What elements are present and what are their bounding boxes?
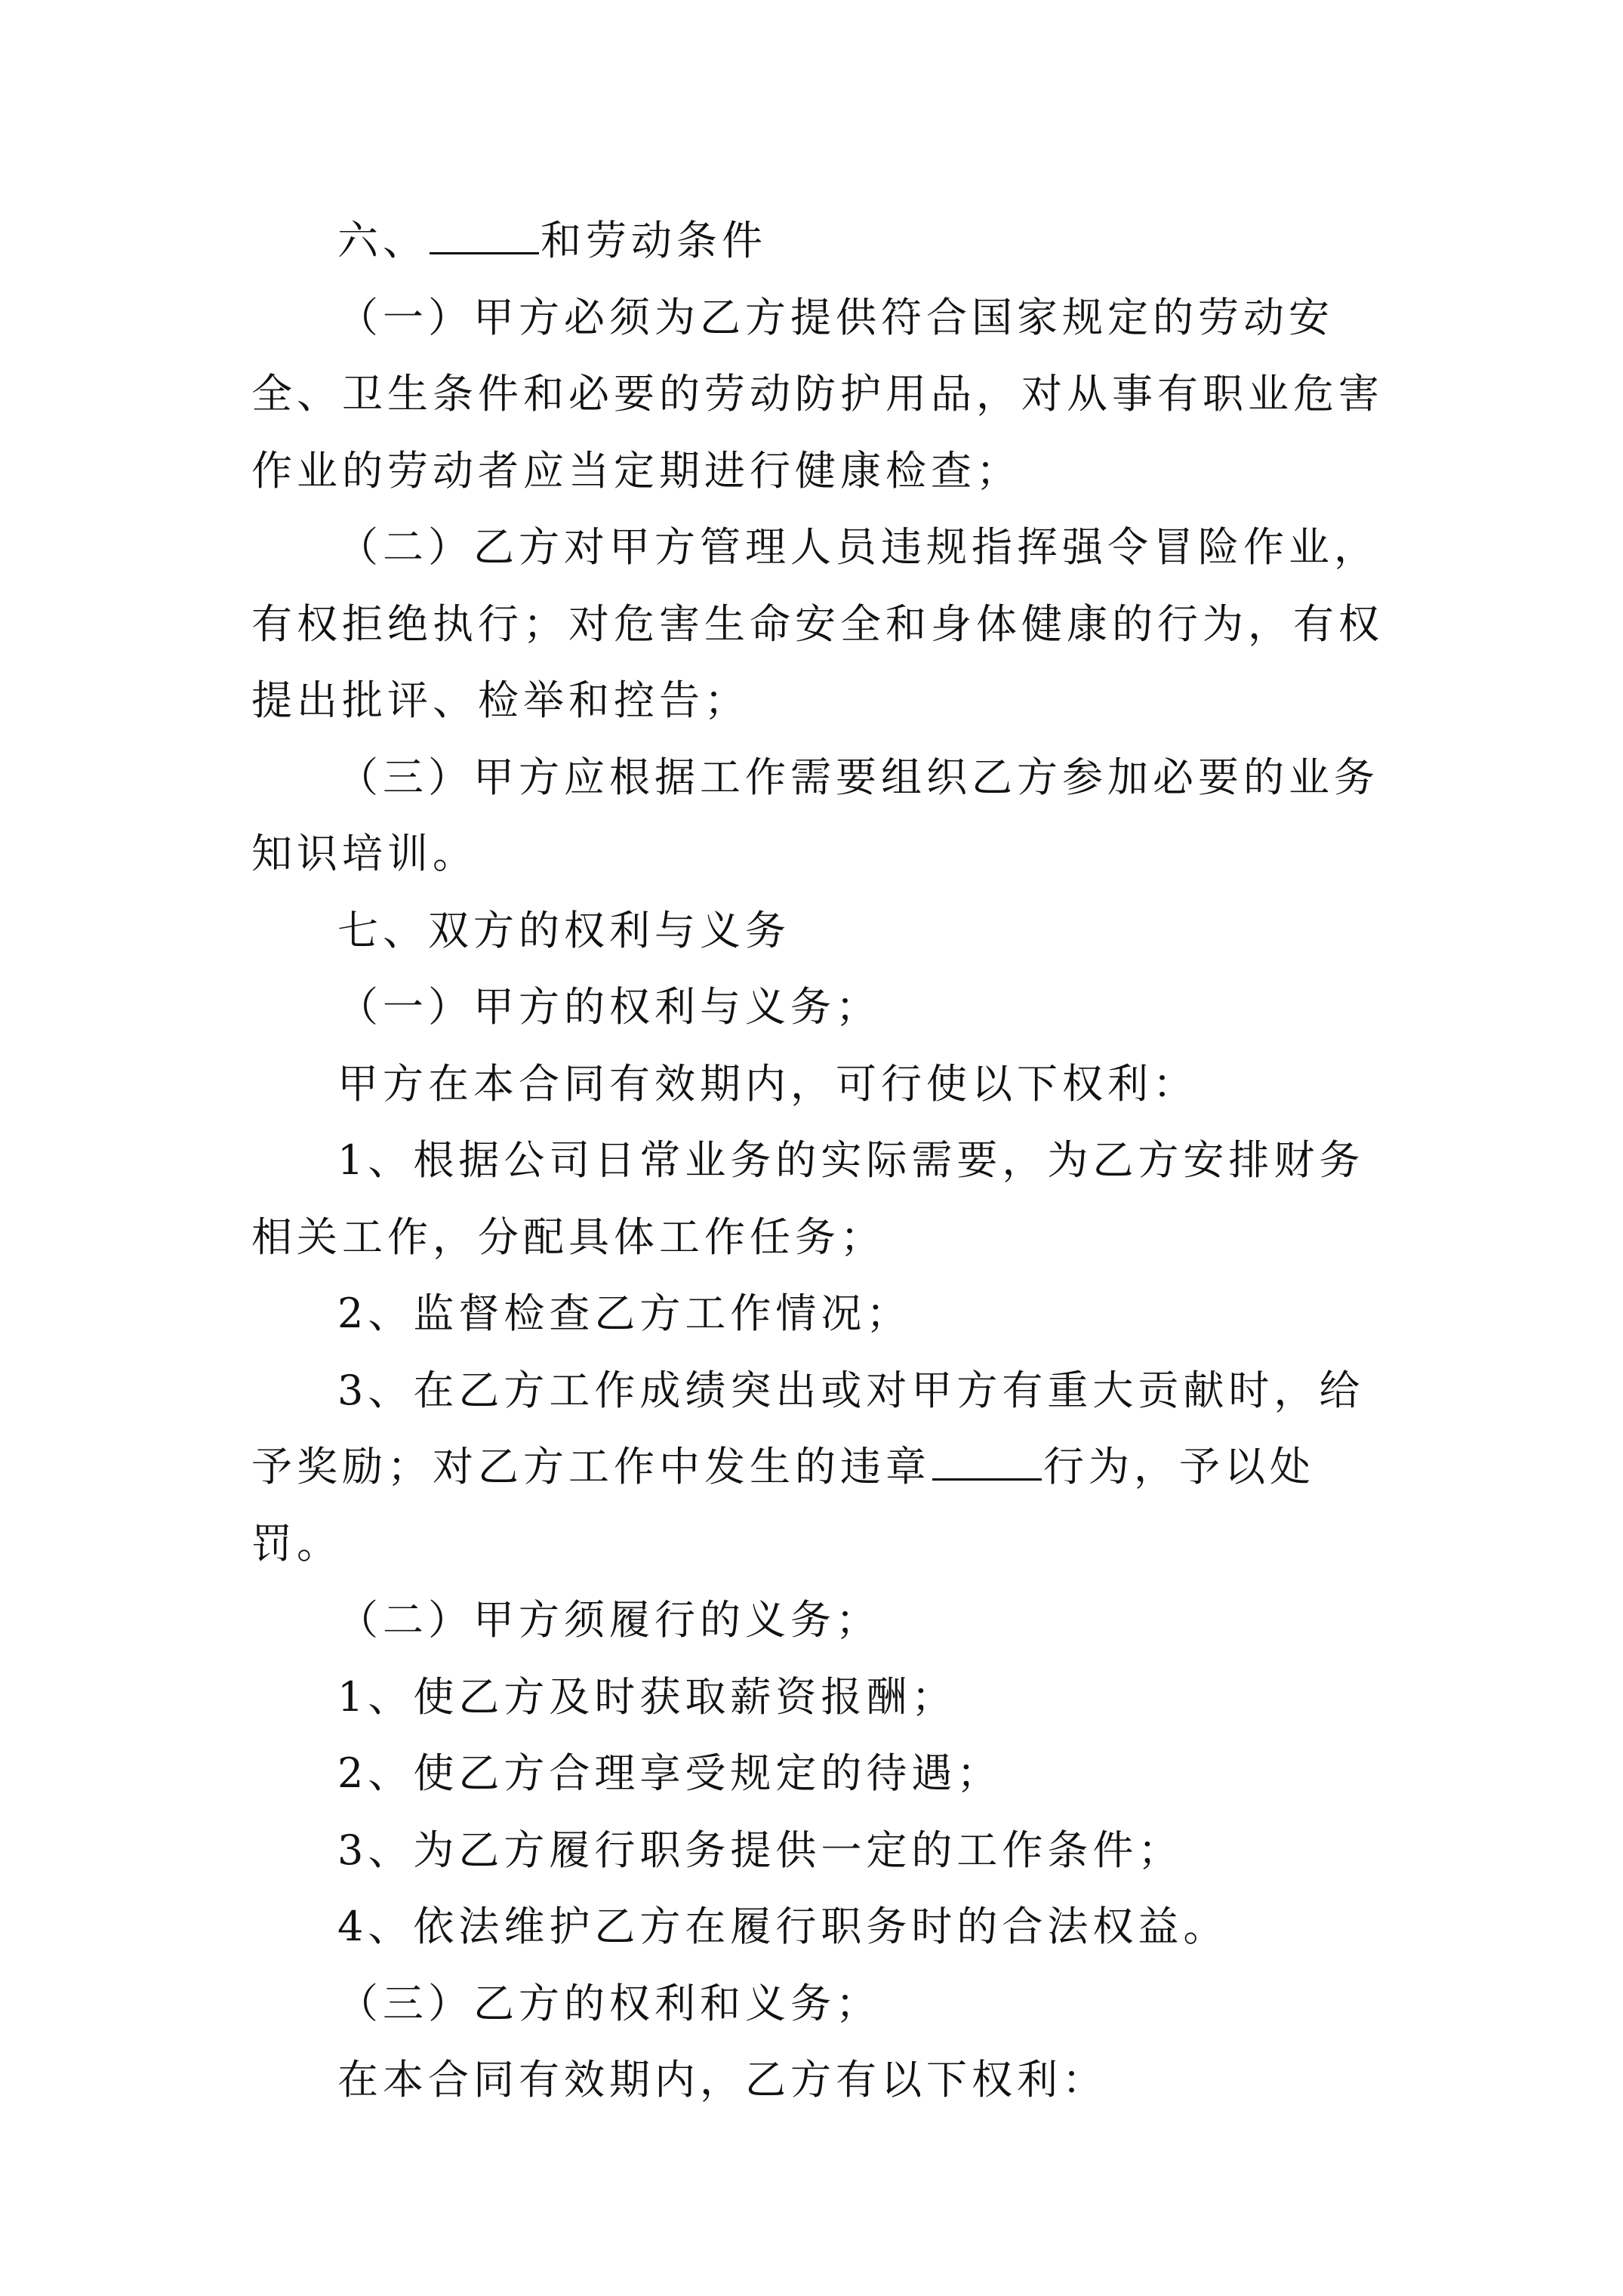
clause-6-1: （一）甲方必须为乙方提供符合国家规定的劳动安全、卫生条件和必要的劳动防护用品，对从事有职业危害作业的劳动者应当定期进行健康检查；	[251, 293, 1384, 495]
party-a-rights-intro: 甲方在本合同有效期内，可行使以下权利：	[337, 1059, 1198, 1108]
party-a-duty-2: 2、使乙方合理享受规定的待遇；	[337, 1749, 1002, 1797]
subsection-7-3-heading: （三）乙方的权利和义务；	[337, 1979, 881, 2027]
subsection-7-1-heading: （一）甲方的权利与义务；	[337, 983, 881, 1031]
fill-in-blank	[430, 251, 539, 254]
section-seven-heading: 七、双方的权利与义务	[337, 906, 790, 954]
party-a-duty-4: 4、依法维护乙方在履行职务时的合法权益。	[337, 1903, 1229, 1950]
section-six-heading	[251, 202, 1384, 279]
party-a-right-2: 2、监督检查乙方工作情况；	[337, 1290, 912, 1337]
subsection-7-2-heading: （二）甲方须履行的义务；	[337, 1596, 881, 1644]
section-six-title: 和劳动条件	[540, 217, 767, 264]
party-a-right-3	[251, 1352, 1384, 1583]
party-a-duty-1: 1、使乙方及时获取薪资报酬；	[337, 1672, 957, 1721]
section-six-number: 六、	[337, 217, 428, 264]
party-a-right-1: 1、根据公司日常业务的实际需要，为乙方安排财务相关工作，分配具体工作任务；	[251, 1136, 1365, 1261]
fill-in-blank	[932, 1478, 1042, 1481]
party-a-duty-3: 3、为乙方履行职务提供一定的工作条件；	[337, 1826, 1184, 1874]
clause-6-2: （二）乙方对甲方管理人员违规指挥强令冒险作业，有权拒绝执行；对危害生命安全和身体健康的行为，有权提出批评、检举和控告；	[251, 523, 1384, 724]
clause-6-3: （三）甲方应根据工作需要组织乙方参加必要的业务知识培训。	[251, 753, 1379, 877]
party-a-right-3-text: 3、在乙方工作成绩突出或对甲方有重大贡献时，给予奖励；对乙方工作中发生的违章	[251, 1366, 1365, 1490]
party-b-rights-intro: 在本合同有效期内，乙方有以下权利：	[337, 2056, 1107, 2103]
document-body	[251, 202, 1384, 2119]
party-a-right-3-tail: 行为，予以处罚。	[251, 1443, 1315, 1567]
